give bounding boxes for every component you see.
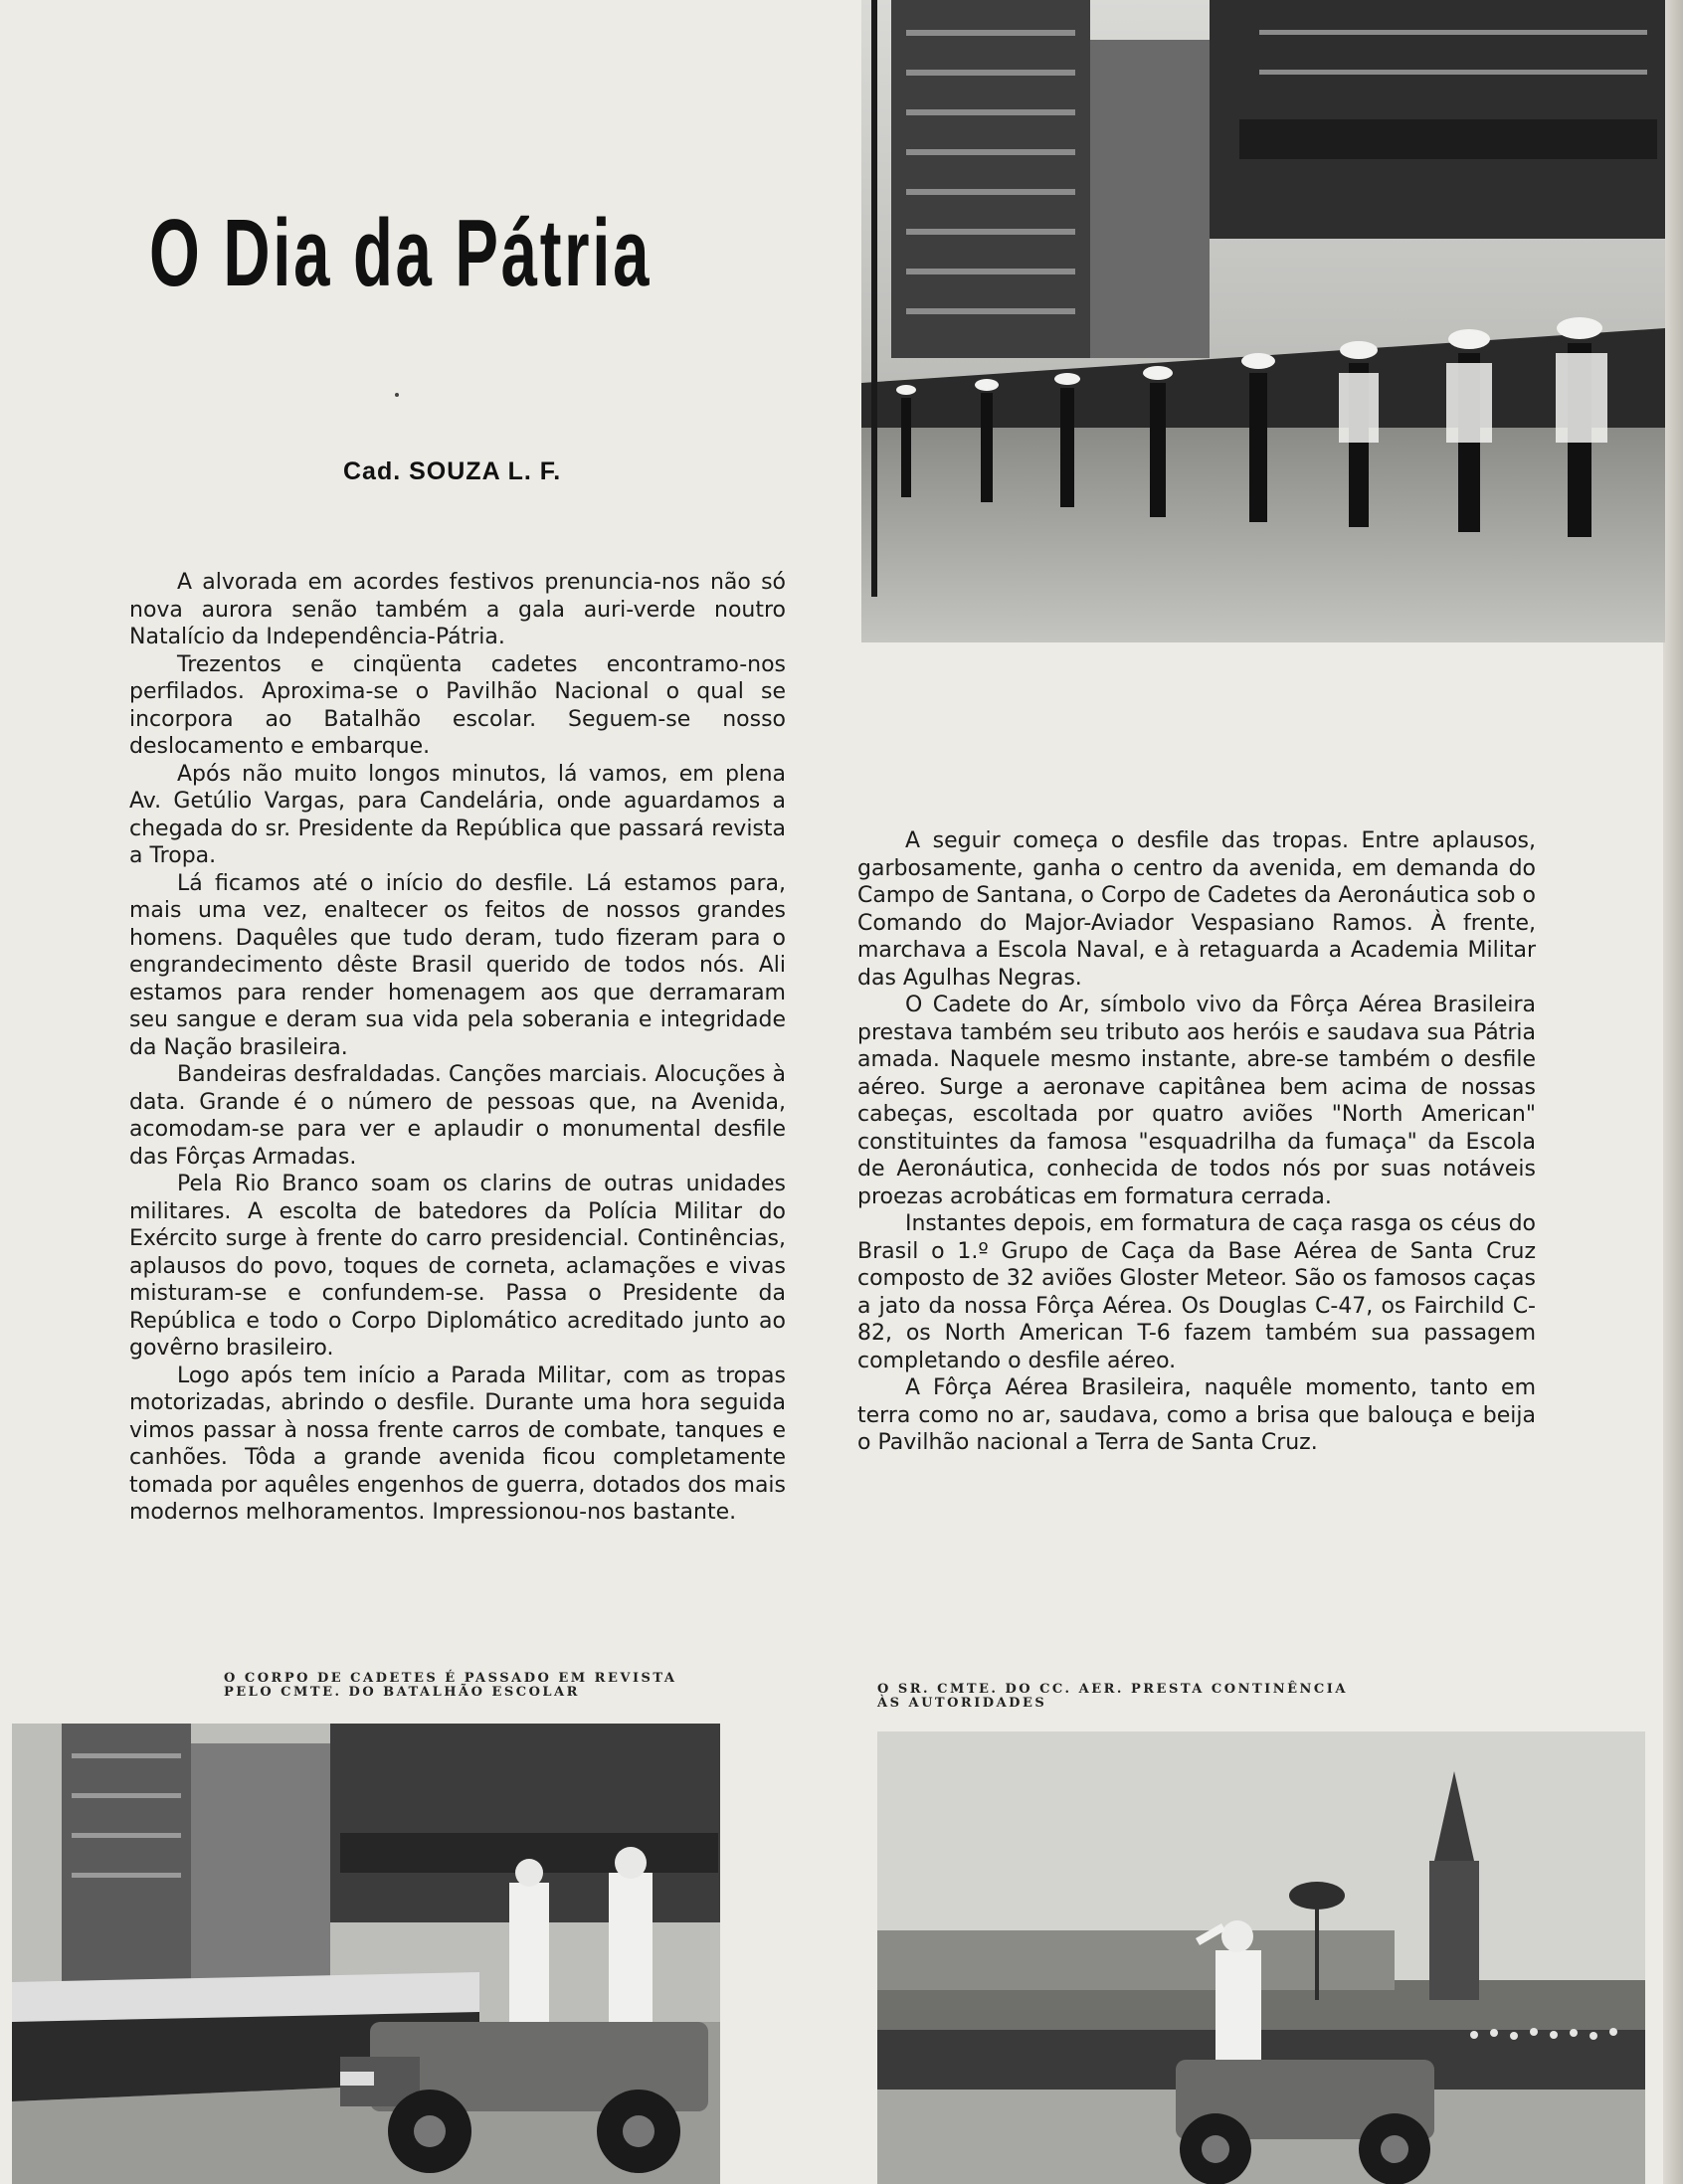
- paragraph: O Cadete do Ar, símbolo vivo da Fôrça Aérea Brasileira prestava também seu tributo aos heróis e saudava sua Pátria amada. Naquele mesmo instante, abre-se também o desfile aéreo. Surge a aeronave capitânea bem acima de nossas cabeças, escoltada por quatro aviões "North American" constituintes da famosa "esquadrilha da fumaça" da Escola de Aeronáutica, conhecida de todos nós por suas notáveis proezas acrobáticas em formatura cerrada.: [857, 993, 1536, 1209]
- paragraph: Lá ficamos até o início do desfile. Lá estamos para, mais uma vez, enaltecer os feitos de nossos grandes homens. Daquêles que tudo deram, tudo fizeram para o engrandecimento dêste Brasil querido de todos nós. Ali estamos para render homenagem aos que derramaram seu sangue e deram sua vida pela soberania e integridade da Nação brasileira.: [129, 870, 786, 1060]
- article-title: O Dia da Pátria: [149, 200, 653, 306]
- right-text-column: [857, 827, 1536, 1457]
- paragraph: Logo após tem início a Parada Militar, com as tropas motorizadas, abrindo o desfile. Durante uma hora seguida vimos passar à nossa frente carros de combate, tanques e canhões. Tôda a grande avenida ficou completamente tomada por aquêles engenhos de guerra, dotados dos mais modernos melhoramentos. Impressionou-nos bastante.: [129, 1363, 786, 1525]
- paragraph: A alvorada em acordes festivos prenuncia-nos não só nova aurora senão também a gala auri-verde noutro Natalício da Independência-Pátria.: [129, 570, 786, 649]
- photo-cadets-formation: [861, 0, 1665, 642]
- paragraph: Bandeiras desfraldadas. Canções marciais. Alocuções à data. Grande é o número de pessoas que, na Avenida, acomodam-se para ver e aplaudir o monumental desfile das Fôrças Armadas.: [129, 1062, 786, 1170]
- jeep-plate: [340, 2072, 374, 2086]
- photo-commander-salute: [877, 1731, 1645, 2184]
- paragraph: Trezentos e cinqüenta cadetes encontramo-nos perfilados. Aproxima-se o Pavilhão Nacional o qual se incorpora ao Batalhão escolar. Seguem-se nosso deslocamento e embarque.: [129, 651, 786, 759]
- paragraph: A seguir começa o desfile das tropas. Entre aplausos, garbosamente, ganha o centro da avenida, em demanda do Campo de Santana, o Corpo de Cadetes da Aeronáutica sob o Comando do Major-Aviador Vespasiano Ramos. À frente, marchava a Escola Naval, e à retaguarda a Academia Militar das Agulhas Negras.: [857, 828, 1536, 991]
- paragraph: Pela Rio Branco soam os clarins de outras unidades militares. A escolta de batedores da Polícia Militar do Exército surge à frente do carro presidencial. Continências, aplausos do povo, toques de corneta, aclamações e vivas misturam-se e confundem-se. Passa o Presidente da República e todo o Corpo Diplomático acreditado junto ao govêrno brasileiro.: [129, 1172, 786, 1361]
- ornament-dot: [395, 393, 399, 397]
- photo-inspection-jeep: [12, 1724, 720, 2184]
- page-edge: [1663, 0, 1683, 2184]
- paragraph: A Fôrça Aérea Brasileira, naquêle momento, tanto em terra como no ar, saudava, como a brisa que balouça e beija o Pavilhão nacional a Terra de Santa Cruz.: [857, 1375, 1536, 1455]
- article-author: Cad. SOUZA L. F.: [343, 457, 562, 485]
- left-text-column: [129, 569, 786, 1527]
- caption-left-photo: O CORPO DE CADETES É PASSADO EM REVISTA PELO CMTE. DO BATALHÃO ESCOLAR: [224, 1671, 677, 1700]
- paragraph: Instantes depois, em formatura de caça rasga os céus do Brasil o 1.º Grupo de Caça da Base Aérea de Santa Cruz composto de 32 aviões Gloster Meteor. São os famosos caças a jato da nossa Fôrça Aérea. Os Douglas C-47, os Fairchild C-82, os North American T-6 fazem também sua passagem completando o desfile aéreo.: [857, 1211, 1536, 1373]
- paragraph: Após não muito longos minutos, lá vamos, em plena Av. Getúlio Vargas, para Candelária, onde aguardamos a chegada do sr. Presidente da República que passará revista a Tropa.: [129, 761, 786, 868]
- caption-right-photo: O SR. CMTE. DO CC. AER. PRESTA CONTINÊNCIA ÀS AUTORIDADES: [877, 1682, 1348, 1711]
